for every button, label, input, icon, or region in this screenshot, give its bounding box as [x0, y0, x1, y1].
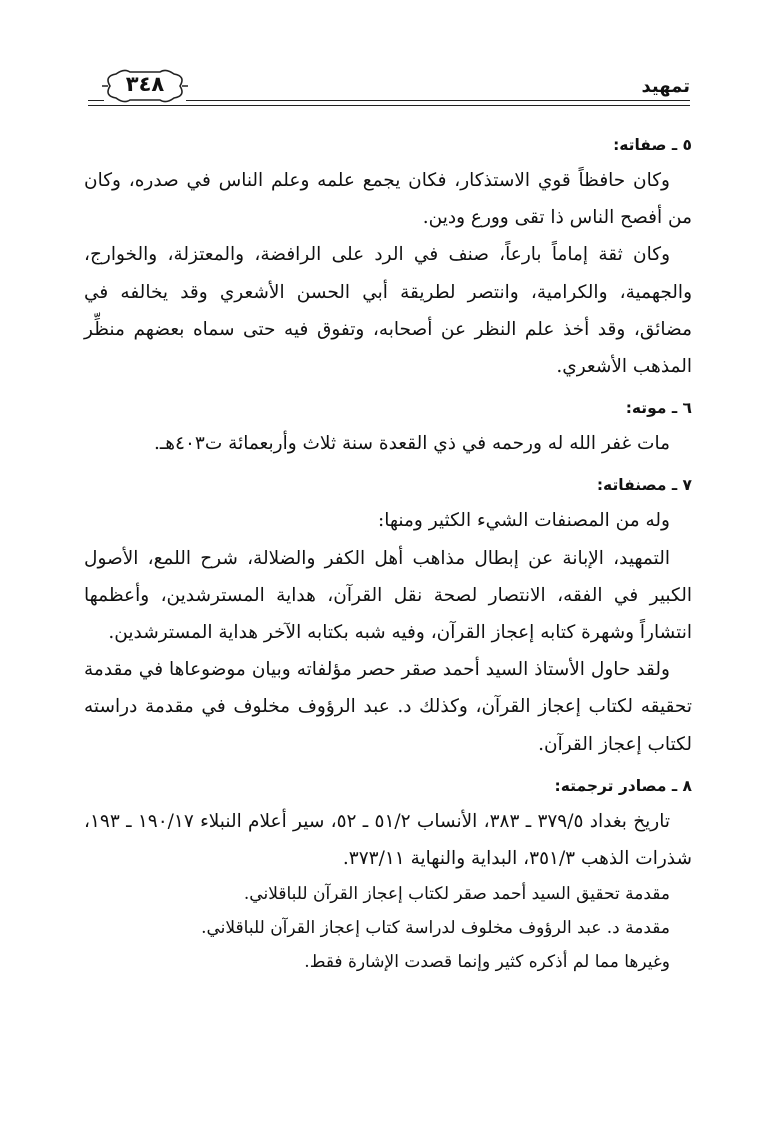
source-item: مقدمة د. عبد الرؤوف مخلوف لدراسة كتاب إعجاز القرآن للباقلاني. — [201, 918, 670, 939]
paragraph: تاريخ بغداد ٣٧٩/٥ ـ ٣٨٣، الأنساب ٥١/٢ ـ ٥٢، سير أعلام النبلاء ١٩٠/١٧ ـ ١٩٣، شذرات الذهب ٣٥١/٣، البداية والنهاية ٣٧٣/١١. — [84, 810, 692, 870]
header-title: تمهيد — [641, 76, 690, 97]
page-header — [88, 72, 690, 116]
page-number: ٣٤٨ — [125, 72, 165, 96]
source-item: مقدمة تحقيق السيد أحمد صقر لكتاب إعجاز القرآن للباقلاني. — [243, 884, 670, 905]
paragraph: وكان حافظاً قوي الاستذكار، فكان يجمع علمه وعلم الناس في صدره، وكان من أفصح الناس ذا تقى وورع ودين. — [84, 170, 692, 229]
paragraph: وكان ثقة إماماً بارعاً، صنف في الرد على الرافضة، والمعتزلة، والخوارج، والجهمية، والكرامية، وانتصر لطريقة أبي الحسن الأشعري وقد يخالفه في مضائق، وقد أخذ علم النظر عن أصحابه، وتفوق فيه حتى سماه بعضهم منظِّر المذهب الأشعري. — [84, 244, 692, 378]
section-heading-attributes: ٥ ـ صفاته: — [613, 136, 692, 154]
section-heading-sources: ٨ ـ مصادر ترجمته: — [554, 776, 692, 795]
page-body — [84, 128, 692, 979]
paragraph: التمهيد، الإبانة عن إبطال مذاهب أهل الكفر والضلالة، شرح اللمع، الأصول الكبير في الفقه، الانتصار لصحة نقل القرآن، هداية المسترشدين، وأعظمها انتشاراً وشهرة كتابه إعجاز القرآن، وفيه شبه بكتابه الآخر هداية المسترشدين. — [84, 547, 692, 644]
section-heading-death: ٦ ـ موته: — [625, 399, 692, 418]
source-item: وغيرها مما لم أذكره كثير وإنما قصدت الإشارة فقط. — [304, 952, 670, 973]
page-number-badge — [100, 66, 190, 106]
paragraph: وله من المصنفات الشيء الكثير ومنها: — [378, 510, 670, 532]
paragraph: ولقد حاول الأستاذ السيد أحمد صقر حصر مؤلفاته وبيان موضوعاها في مقدمة تحقيقه لكتاب إعجاز القرآن، وكذلك د. عبد الرؤوف مخلوف في مقدمة دراسته لكتاب إعجاز القرآن. — [84, 659, 692, 755]
paragraph: مات غفر الله له ورحمه في ذي القعدة سنة ثلاث وأربعمائة ت٤٠٣هـ. — [153, 433, 670, 455]
section-heading-works: ٧ ـ مصنفاته: — [596, 476, 692, 495]
